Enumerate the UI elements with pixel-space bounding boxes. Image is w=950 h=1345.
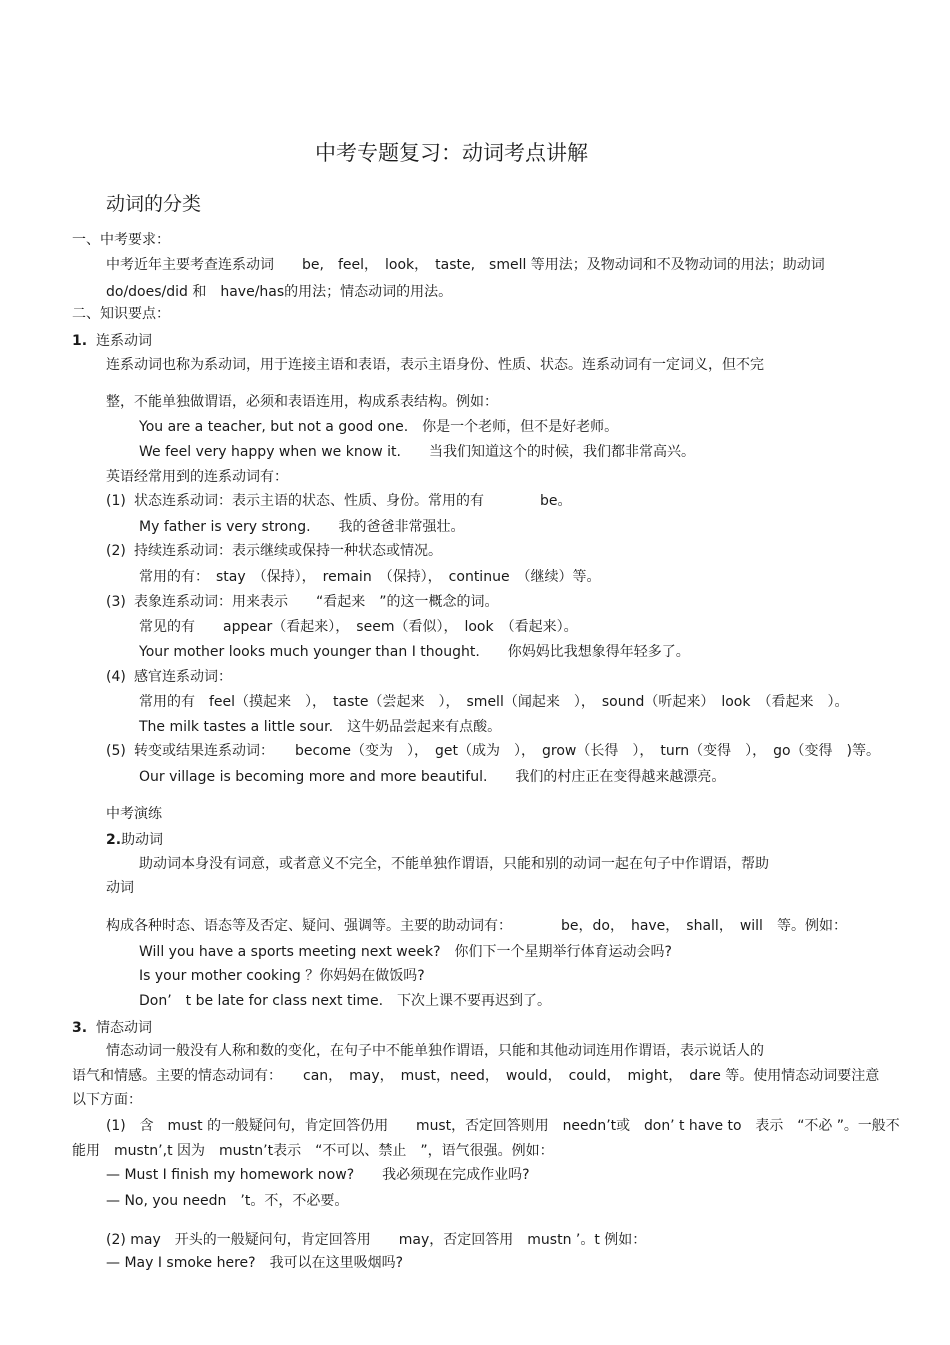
example-line: Will you have a sports meeting next week? 你们下一个星期举行体育运动会吗? — [139, 944, 672, 960]
example-line: Is your mother cooking ？你妈妈在做饭吗? — [139, 968, 425, 984]
list-item-number: (2) — [106, 543, 126, 559]
paragraph-line: 助动词本身没有词意，或者意义不完全，不能单独作谓语，只能和别的动词一起在句子中作谓语，帮助 — [139, 856, 769, 872]
list-item: 状态连系动词：表示主语的状态、性质、身份。常用的有 be。 — [134, 493, 572, 509]
section-heading: 二、知识要点： — [72, 306, 170, 322]
dialog-line: — No, you needn ’t。不，不必要。 — [106, 1193, 349, 1209]
list-item-number: (1) — [106, 493, 126, 509]
section-heading: 一、中考要求： — [72, 232, 170, 248]
paragraph-line: 动词 — [106, 880, 134, 896]
subsection-heading — [72, 332, 152, 350]
paragraph-line: (1) 含 must 的一般疑问句，肯定回答仍用 must，否定回答则用 needn’t或 don’ t have to 表示 “不必 ”。一般不 — [106, 1118, 900, 1134]
paragraph-line: 能用 mustn’,t 因为 mustn’t表示 “不可以、禁止 ”，语气很强。例如： — [72, 1143, 554, 1159]
list-item: 持续连系动词：表示继续或保持一种状态或情况。 — [134, 543, 442, 559]
paragraph-line: 以下方面： — [72, 1092, 142, 1108]
example-line: 常见的有 appear（看起来）， seem（看似）， look （看起来）。 — [139, 619, 578, 635]
paragraph-line: 整，不能单独做谓语，必须和表语连用，构成系表结构。例如： — [106, 394, 498, 410]
paragraph-line: 情态动词一般没有人称和数的变化，在句子中不能单独作谓语，只能和其他动词连用作谓语，表示说话人的 — [106, 1043, 764, 1059]
paragraph-line: 构成各种时态、语态等及否定、疑问、强调等。主要的助动词有： be，do， have， shall， will 等。例如： — [106, 918, 847, 934]
list-item-number: (3) — [106, 594, 126, 610]
subsection-number: 1. — [72, 333, 88, 349]
subsection-title: 助动词 — [121, 832, 164, 848]
subsection-number: 2. — [106, 832, 122, 848]
subsection-number: 3. — [72, 1020, 88, 1036]
paragraph-line: 连系动词也称为系动词，用于连接主语和表语，表示主语身份、性质、状态。连系动词有一定词义，但不完 — [106, 357, 764, 373]
example-line: 常用的有： stay （保持）， remain （保持）， continue （继续）等。 — [139, 569, 601, 585]
example-line: We feel very happy when we know it. 当我们知道这个的时候，我们都非常高兴。 — [139, 444, 695, 460]
subsection-heading — [106, 831, 163, 849]
subsection-title: 连系动词 — [95, 333, 152, 349]
paragraph-line: (2) may 开头的一般疑问句，肯定回答用 may，否定回答用 mustn ’。t 例如： — [106, 1232, 647, 1248]
example-line: Your mother looks much younger than I thought. 你妈妈比我想象得年轻多了。 — [139, 644, 690, 660]
example-line: You are a teacher, but not a good one. 你是一个老师，但不是好老师。 — [139, 419, 619, 435]
dialog-line: — May I smoke here? 我可以在这里吸烟吗? — [106, 1255, 404, 1271]
paragraph-line: 语气和情感。主要的情态动词有： can， may， must，need， would， could， might， dare 等。使用情态动词要注意 — [72, 1068, 880, 1084]
example-line: 常用的有 feel（摸起来 ）， taste（尝起来 ）， smell（闻起来 ）， sound（听起来） look （看起来 ）。 — [139, 694, 849, 710]
paragraph-line: 中考近年主要考查连系动词 be, feel， look， taste, smell 等用法；及物动词和不及物动词的用法；助动词 — [106, 257, 825, 273]
subsection-heading — [72, 1019, 152, 1037]
list-item-number: (5) — [106, 743, 126, 759]
practice-label: 中考演练 — [106, 806, 162, 822]
list-item: 感官连系动词： — [134, 669, 232, 685]
list-item: 表象连系动词：用来表示 “看起来 ”的这一概念的词。 — [134, 594, 499, 610]
example-line: Don’ t be late for class next time. 下次上课不要再迟到了。 — [139, 993, 552, 1009]
page-title: 中考专题复习：动词考点讲解 — [315, 141, 588, 165]
list-item-number: (4) — [106, 669, 126, 685]
example-line: Our village is becoming more and more beautiful. 我们的村庄正在变得越来越漂亮。 — [139, 769, 726, 785]
paragraph-line: do/does/did 和 have/has的用法；情态动词的用法。 — [106, 284, 453, 300]
subsection-title: 情态动词 — [95, 1020, 152, 1036]
example-line: My father is very strong. 我的爸爸非常强壮。 — [139, 519, 465, 535]
dialog-line: — Must I finish my homework now? 我必须现在完成作业吗? — [106, 1167, 530, 1183]
list-item: 转变或结果连系动词： become（变为 ）， get（成为 ）， grow（长得 ）， turn（变得 ）， go（变得 )等。 — [134, 743, 881, 759]
example-line: The milk tastes a little sour. 这牛奶品尝起来有点酸。 — [139, 719, 502, 735]
section-subtitle: 动词的分类 — [106, 193, 202, 215]
paragraph-line: 英语经常用到的连系动词有： — [106, 469, 288, 485]
